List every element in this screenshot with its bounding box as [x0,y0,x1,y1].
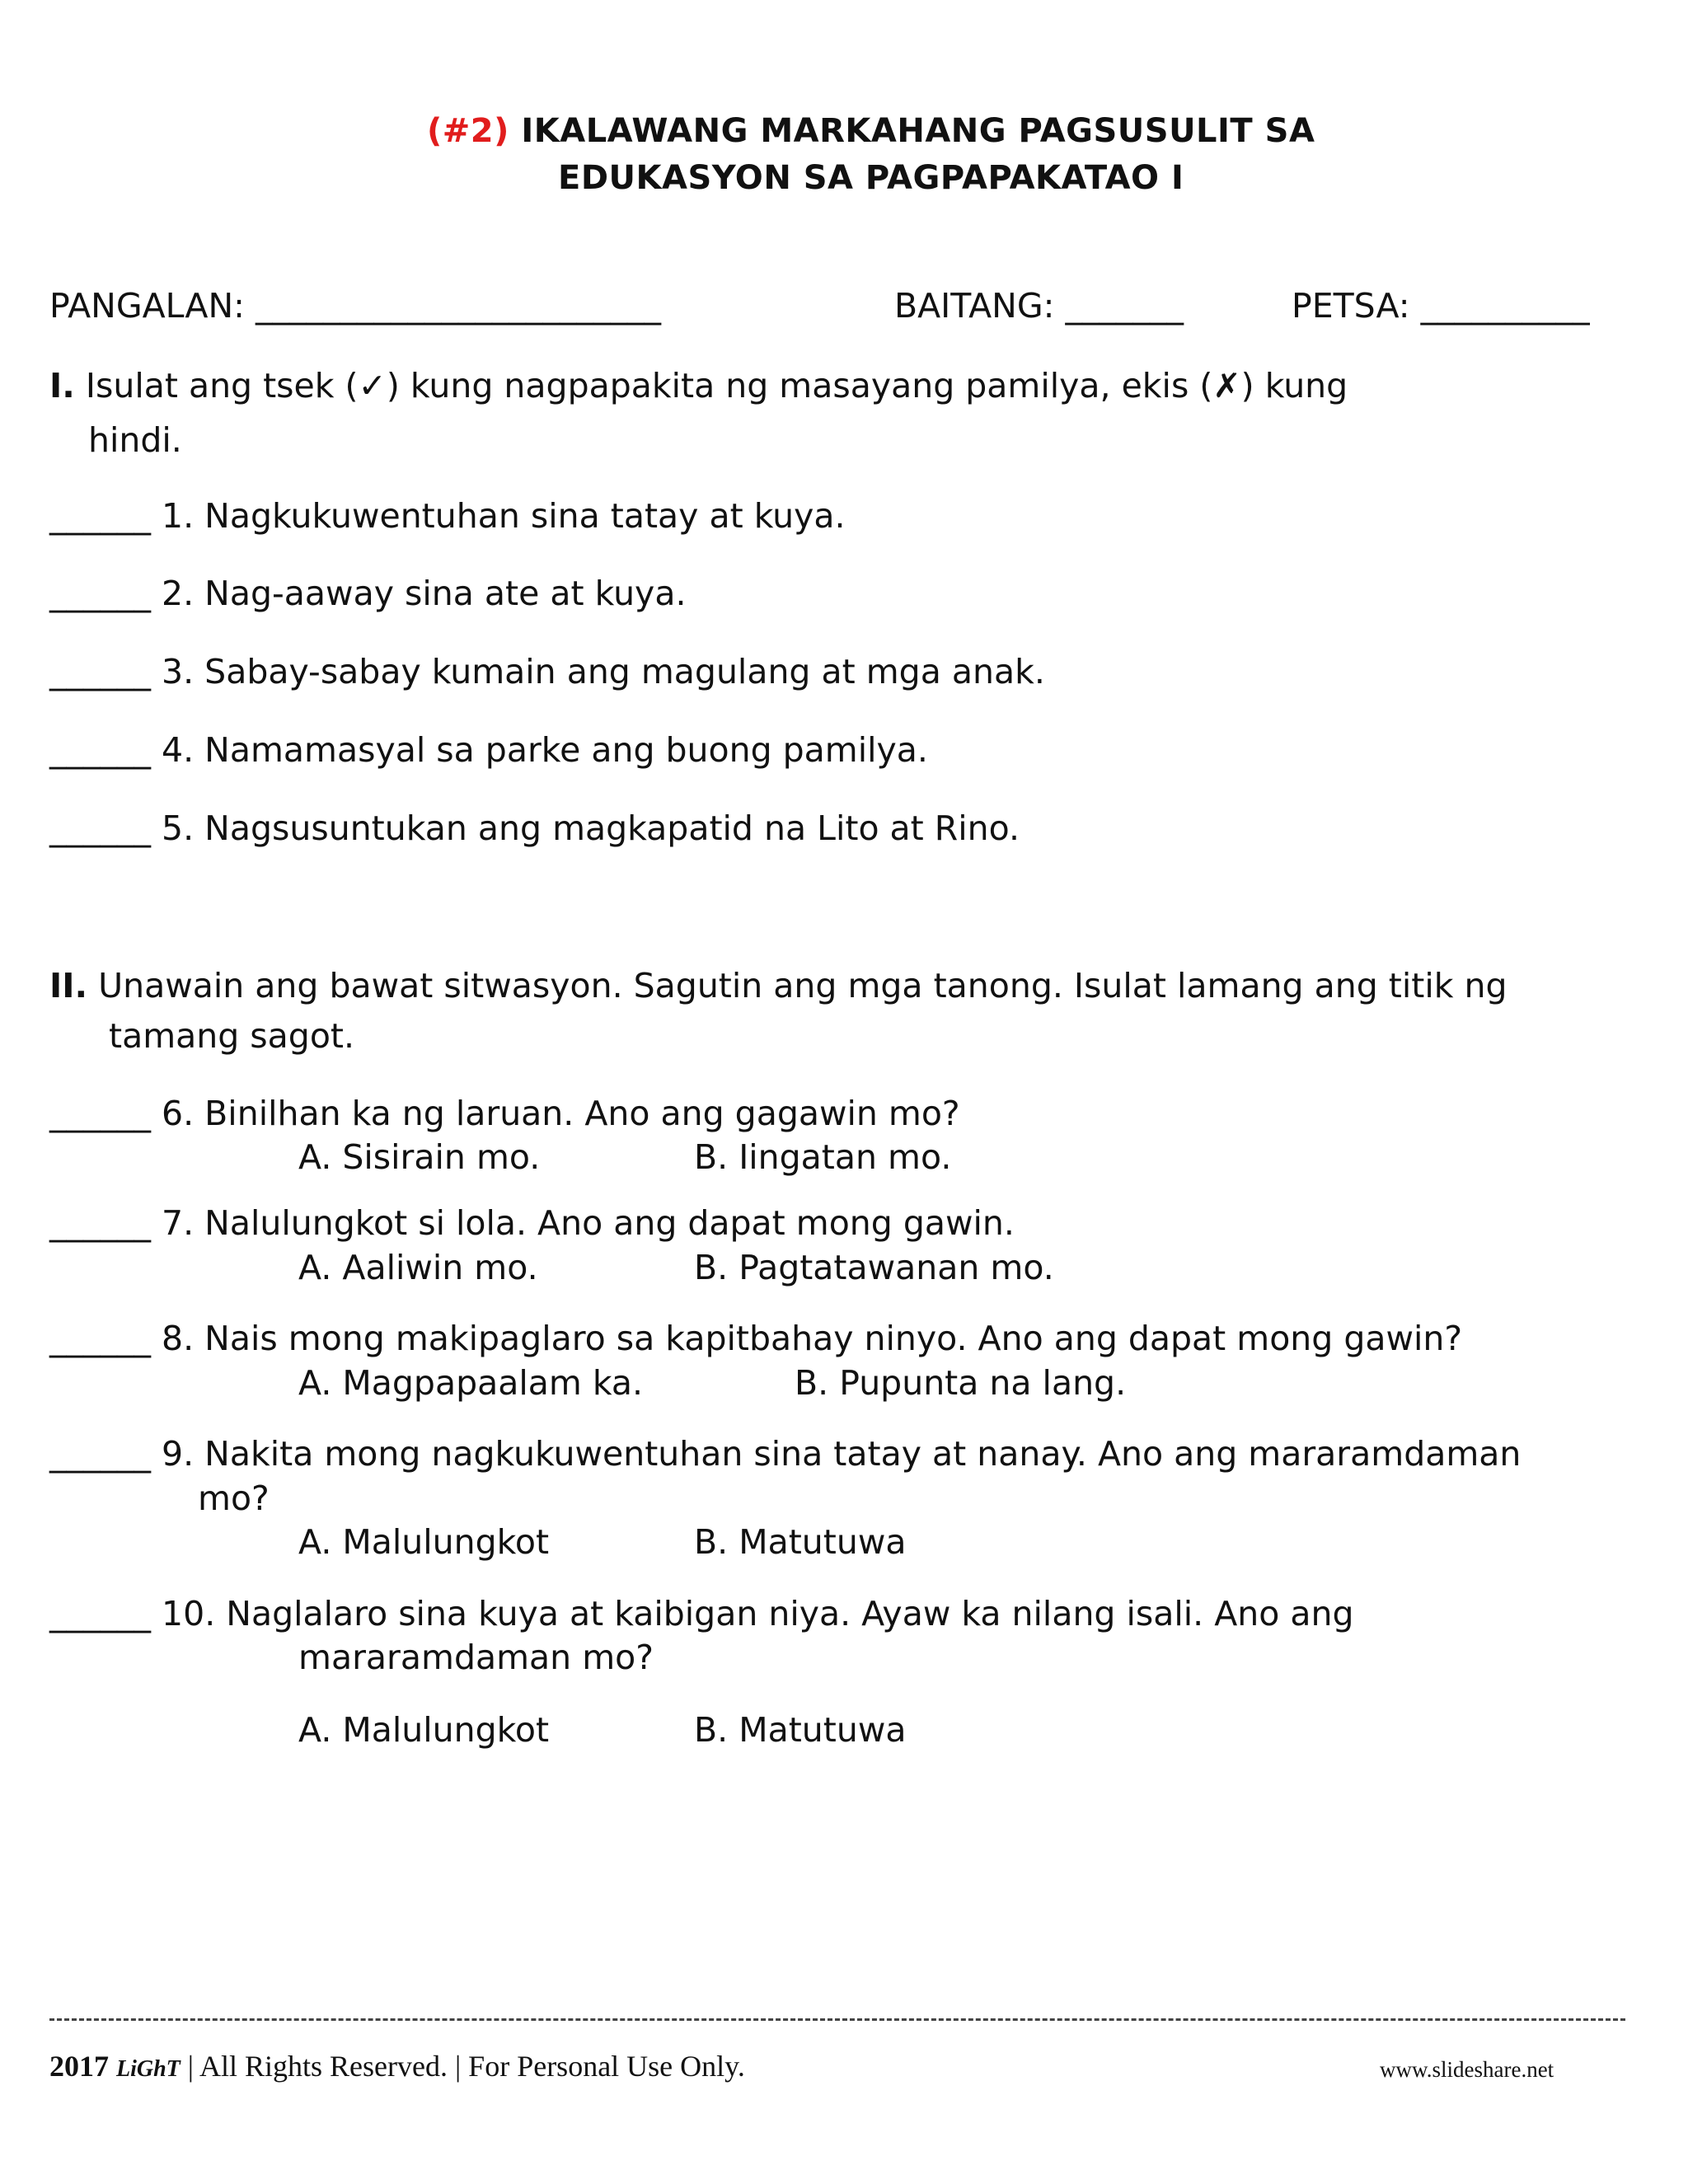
question-9[interactable]: ______ 9. Nakita mong nagkukuwentuhan sina tatay at nanay. Ano ang mararamdaman [49,1434,1522,1474]
section-1-instruction [49,366,1348,405]
footer-year: 2017 [49,2050,109,2083]
question-6-choice-a: A. Sisirain mo. [298,1137,541,1177]
question-8-choice-b: B. Pupunta na lang. [795,1363,1127,1403]
footer-text [49,2049,745,2083]
footer-site[interactable]: www.slideshare.net [1380,2057,1554,2082]
question-1[interactable]: ______ 1. Nagkukuwentuhan sina tatay at kuya. [49,496,846,536]
question-5[interactable]: ______ 5. Nagsusuntukan ang magkapatid na Lito at Rino. [49,808,1020,848]
question-9-choice-b: B. Matutuwa [694,1522,907,1562]
question-9-cont: mo? [198,1479,270,1518]
section-2-instruction-text: Unawain ang bawat sitwasyon. Sagutin ang mga tanong. Isulat lamang ang titik ng [87,966,1507,1005]
title-line-2: EDUKASYON SA PAGPAPAKATAO I [558,159,1184,197]
section-1-instruction-text: Isulat ang tsek (✓) kung nagpapakita ng masayang pamilya, ekis (✗) kung [74,366,1348,405]
section-2-instruction-cont: tamang sagot. [109,1016,355,1056]
question-10-choice-a: A. Malulungkot [298,1710,550,1750]
question-8[interactable]: ______ 8. Nais mong makipaglaro sa kapitbahay ninyo. Ano ang dapat mong gawin? [49,1319,1463,1358]
footer-divider [49,2018,1625,2021]
footer-rights: | All Rights Reserved. | For Personal Use Only. [187,2050,745,2083]
question-8-choice-a: A. Magpapaalam ka. [298,1363,644,1403]
title-line-1: IKALAWANG MARKAHANG PAGSUSULIT SA [521,112,1315,150]
title-number: (#2) [427,112,509,150]
section-1-number: I. [49,366,75,405]
question-4[interactable]: ______ 4. Namamasyal sa parke ang buong pamilya. [49,730,928,770]
question-10-cont: mararamdaman mo? [298,1638,654,1677]
question-6[interactable]: ______ 6. Binilhan ka ng laruan. Ano ang gagawin mo? [49,1094,960,1133]
question-7-choice-b: B. Pagtatawanan mo. [694,1248,1054,1287]
section-2-instruction [49,966,1507,1005]
question-3[interactable]: ______ 3. Sabay-sabay kumain ang magulang at mga anak. [49,652,1045,691]
footer-brand: LiGhT [116,2056,181,2082]
date-field[interactable]: PETSA: __________ [1292,286,1590,326]
question-9-choice-a: A. Malulungkot [298,1522,550,1562]
section-2-number: II. [49,966,88,1005]
question-10-choice-b: B. Matutuwa [694,1710,907,1750]
question-2[interactable]: ______ 2. Nag-aaway sina ate at kuya. [49,574,687,613]
grade-field[interactable]: BAITANG: _______ [894,286,1184,326]
question-6-choice-b: B. Iingatan mo. [694,1137,952,1177]
section-1-instruction-cont: hindi. [88,420,182,460]
page-title [427,112,1315,150]
name-field[interactable]: PANGALAN: ________________________ [49,286,661,326]
question-7[interactable]: ______ 7. Nalulungkot si lola. Ano ang dapat mong gawin. [49,1203,1015,1243]
question-10[interactable]: ______ 10. Naglalaro sina kuya at kaibigan niya. Ayaw ka nilang isali. Ano ang [49,1594,1354,1633]
question-7-choice-a: A. Aaliwin mo. [298,1248,538,1287]
